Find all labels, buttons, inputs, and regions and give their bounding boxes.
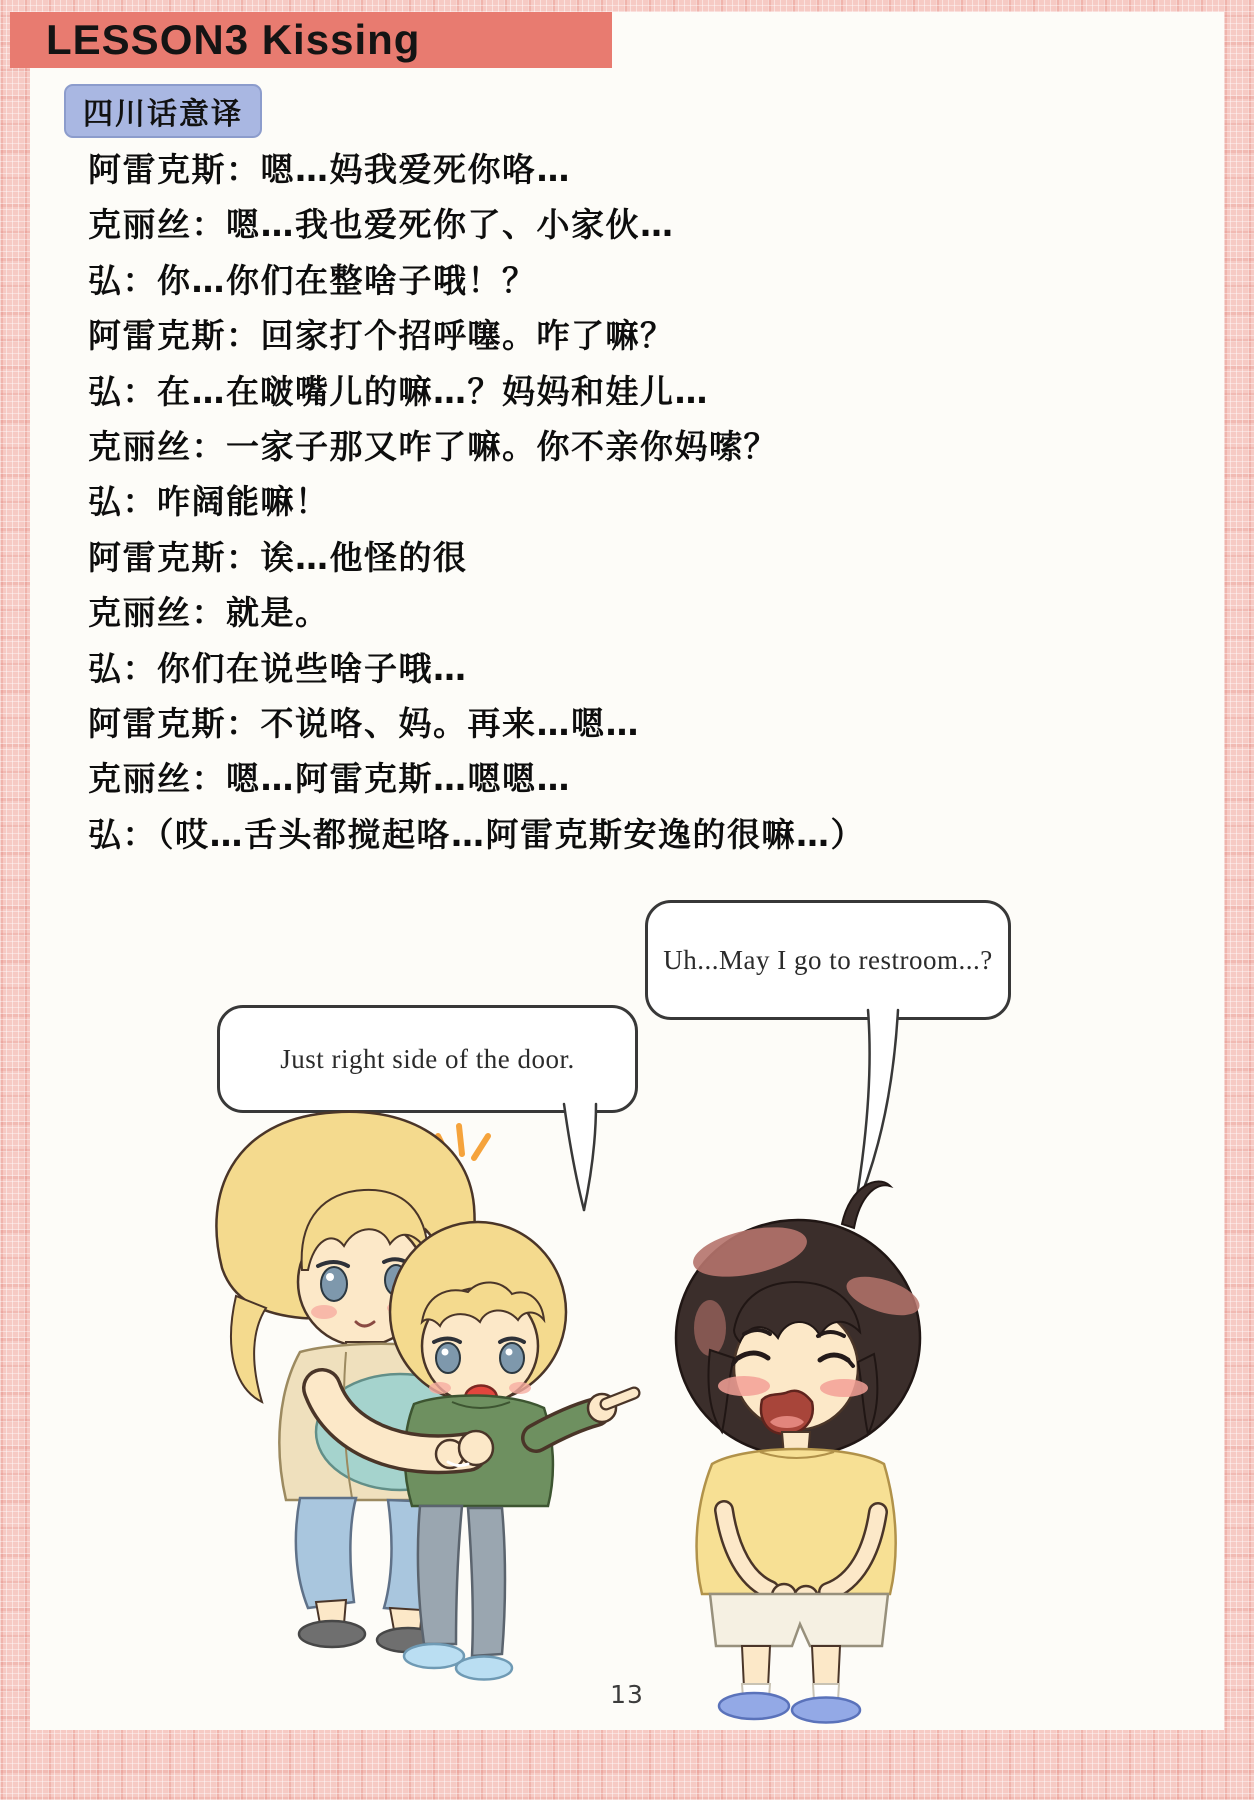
dialect-tag-label: 四川话意译 [83, 97, 243, 132]
lesson-banner [10, 12, 612, 68]
speech-bubble-door-text: Just right side of the door. [280, 1043, 575, 1074]
dialogue-line: 阿雷克斯：嗯…妈我爱死你咯… [88, 150, 571, 189]
dialogue-line: 阿雷克斯：不说咯、妈。再来…嗯… [88, 704, 640, 744]
page-number: 13 [610, 1680, 644, 1709]
dialogue-line: 弘：（哎…舌头都搅起咯…阿雷克斯安逸的很嘛…） [88, 814, 865, 854]
dialogue-line: 阿雷克斯：回家打个招呼噻。咋了嘛？ [88, 316, 675, 356]
lesson-title: LESSON3 Kissing [46, 16, 421, 63]
dialogue-line: 克丽丝：嗯…阿雷克斯…嗯嗯… [88, 759, 571, 799]
dialogue-line: 弘：咋阔能嘛！ [88, 482, 330, 522]
dialogue-line: 克丽丝：一家子那又咋了嘛。你不亲你妈嗦？ [88, 427, 778, 467]
dialogue-line: 克丽丝：嗯…我也爱死你了、小家伙… [88, 205, 675, 245]
dialogue-block [88, 142, 1168, 862]
speech-bubble-restroom-text: Uh...May I go to restroom...? [663, 944, 993, 975]
dialogue-line: 阿雷克斯：诶…他怪的很 [88, 537, 468, 577]
dialogue-line: 克丽丝：就是。 [88, 593, 330, 633]
dialogue-line: 弘：在…在啵嘴儿的嘛…？妈妈和娃儿… [88, 371, 709, 411]
speech-bubble-door [217, 1005, 638, 1113]
dialogue-line: 弘：你们在说些啥子哦… [88, 648, 468, 688]
dialogue-line: 弘：你…你们在整啥子哦！？ [88, 260, 537, 300]
speech-bubble-restroom [645, 900, 1011, 1020]
dialect-tag [64, 84, 262, 138]
